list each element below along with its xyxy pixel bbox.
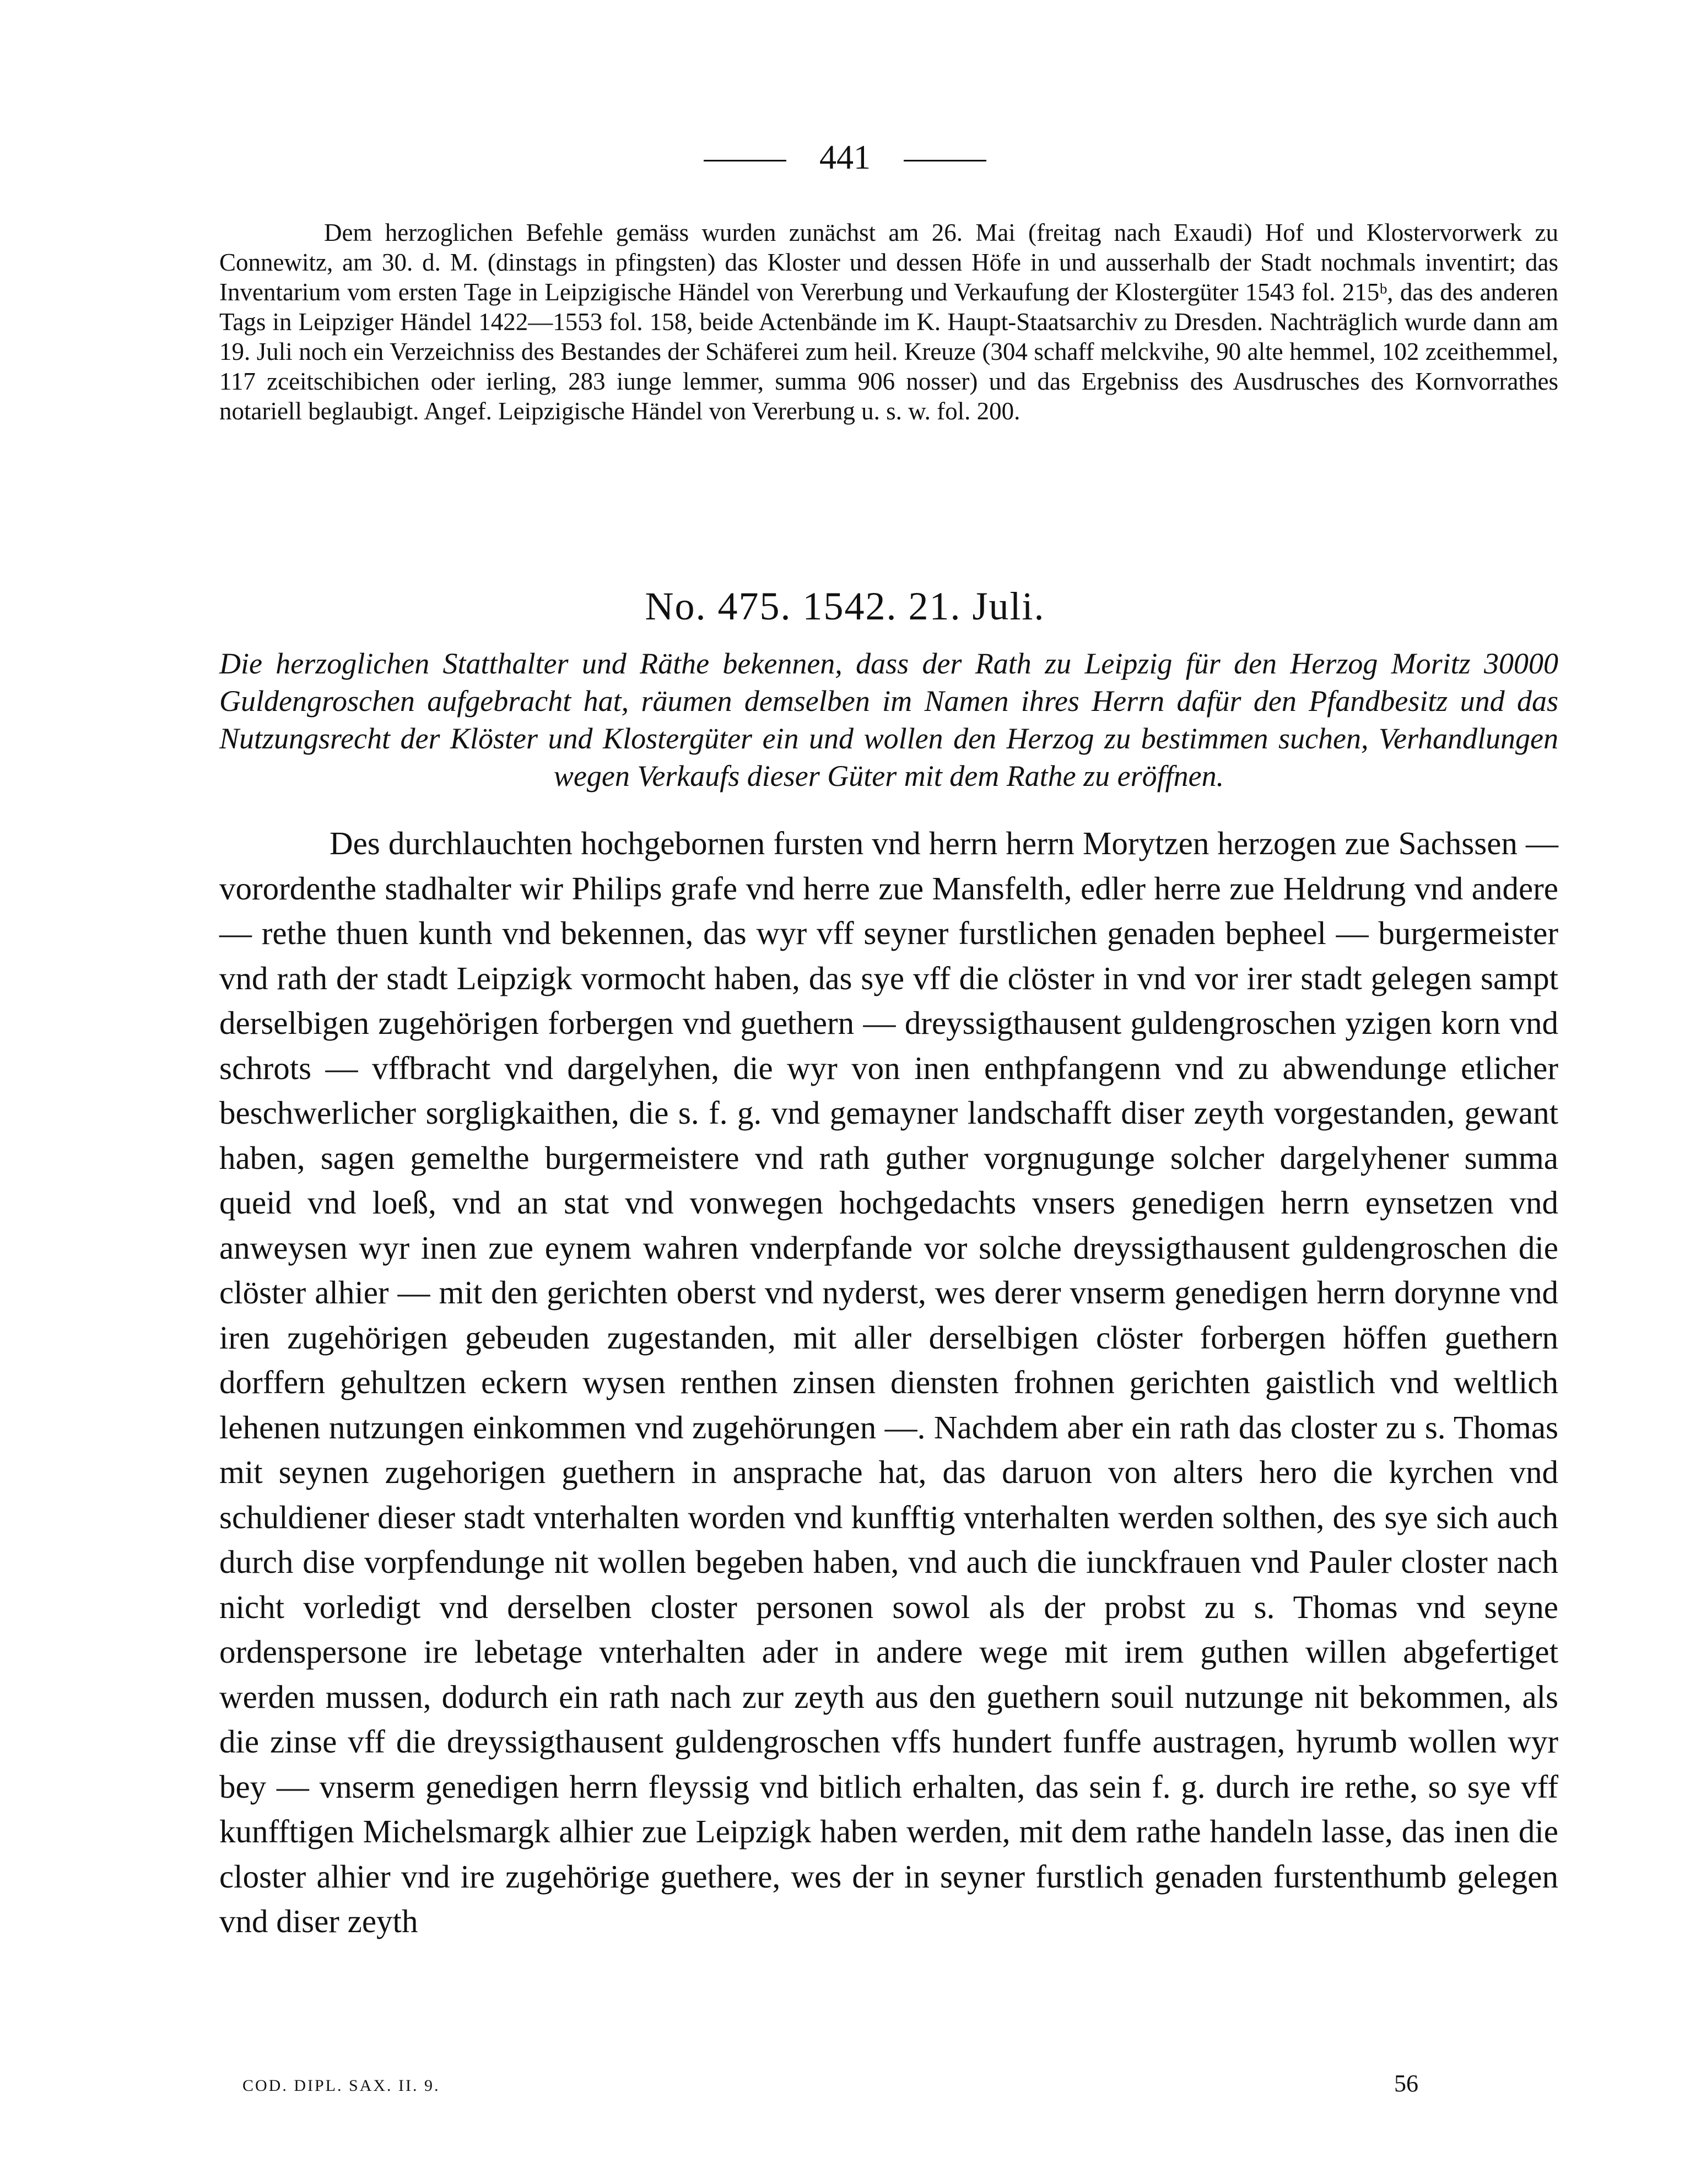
header-rule-left	[704, 160, 786, 161]
body-paragraph: Des durchlauchten hochgebornen fursten vnd herrn herrn Morytzen herzogen zue Sachssen — vorordenthe stadhalter wir Philips grafe vnd herre zue Mansfelth, edler herre zue Heldrung vnd andere — rethe thuen kunth vnd bekennen, das wyr vff seyner furstlichen genaden bepheel — burgermeister vnd rath der stadt Leipzigk vormocht haben, das sye vff die clöster in vnd vor irer stadt gelegen sampt derselbigen zugehörigen forbergen vnd guethern — dreyssigthausent guldengroschen yzigen korn vnd schrots — vffbracht vnd dargelyhen, die wyr von inen enthpfangenn vnd zu abwendunge etlicher beschwerlicher sorgligkaithen, die s. f. g. vnd gemayner landschafft diser zeyth vorgestanden, gewant haben, sagen gemelthe burgermeistere vnd rath guther vorgnugunge solcher dargelyhener summa queid vnd loeß, vnd an stat vnd vonwegen hochgedachts vnsers genedigen herrn eynsetzen vnd anweysen wyr inen zue eynem wahren vnderpfande vor solche dreyssigthausent guldengroschen die clöster alhier — mit den gerichten oberst vnd nyderst, wes derer vnserm genedigen herrn dorynne vnd iren zugehörigen gebeuden zugestanden, mit aller derselbigen clöster forbergen höffen guethern dorffern gehultzen eckern wysen renthen zinsen diensten frohnen gerichten gaistlich vnd weltlich lehenen nutzungen einkommen vnd zugehörungen —. Nachdem aber ein rath das closter zu s. Thomas mit seynen zugehorigen guethern in ansprache hat, das daruon von alters hero die kyrchen vnd schuldiener dieser stadt vnterhalten worden vnd kunfftig vnterhalten werden solthen, des sye sich auch durch dise vorpfendunge nit wollen begeben haben, vnd auch die iunckfrauen vnd Pauler closter nach nicht vorledigt vnd derselben closter personen sowol als der probst zu s. Thomas vnd seyne ordenspersone ire lebetage vnterhalten ader in andere wege mit irem guthen willen abgefertiget werden mussen, dodurch ein rath nach zur zeyth aus den guethern souil nutzunge nit bekommen, als die zinse vff die dreyssigthausent guldengroschen vffs hundert funffe austragen, hyrumb wollen wyr bey — vnserm genedigen herrn fleyssig vnd bitlich erhalten, das sein f. g. durch ire rethe, so sye vff kunfftigen Michelsmargk alhier zue Leipzigk haben werden, mit dem rathe handeln lasse, das inen die closter alhier vnd ire zugehörige guethere, wes der in seyner furstlich genaden furstenthumb gelegen vnd diser zeyth	[219, 825, 1558, 1939]
footnote-block	[219, 218, 1558, 426]
footer-sheet-number: 56	[1394, 2070, 1418, 2097]
document-body	[219, 821, 1558, 1944]
document-summary: Die herzoglichen Statthalter und Räthe bekennen, dass der Rath zu Leipzig für den Herzog Moritz 30000 Guldengroschen aufgebracht hat, räumen demselben im Namen ihres Herrn dafür den Pfandbesitz und das Nutzungsrecht der Klöster und Klostergüter ein und wollen den Herzog zu bestimmen suchen, Verhandlungen wegen Verkaufs dieser Güter mit dem Rathe zu eröffnen.	[219, 647, 1558, 792]
footnote-text: Dem herzoglichen Befehle gemäss wurden zunächst am 26. Mai (freitag nach Exaudi) Hof und Klostervorwerk zu Connewitz, am 30. d. M. (dinstags in pfingsten) das Kloster und dessen Höfe in und ausserhalb der Stadt nochmals inventirt; das Inventarium vom ersten Tage in Leipzigische Händel von Vererbung und Verkaufung der Klostergüter 1543 fol. 215ᵇ, das des anderen Tags in Leipziger Händel 1422—1553 fol. 158, beide Actenbände im K. Haupt-Staatsarchiv zu Dresden. Nachträglich wurde dann am 19. Juli noch ein Verzeichniss des Bestandes der Schäferei zum heil. Kreuze (304 schaff melckvihe, 90 alte hemmel, 102 zceithemmel, 117 zceitschibichen oder ierling, 283 iunge lemmer, summa 906 nosser) und das Ergebniss des Ausdrusches des Kornvorrathes notariell beglaubigt. Angef. Leipzigische Händel von Vererbung u. s. w. fol. 200.	[219, 219, 1558, 425]
header-rule-right	[904, 160, 986, 161]
page-number: 441	[819, 139, 871, 176]
page-header	[0, 141, 1690, 175]
document-heading: No. 475. 1542. 21. Juli.	[645, 584, 1045, 628]
footer-signature-mark: COD. DIPL. SAX. II. 9.	[242, 2077, 440, 2095]
